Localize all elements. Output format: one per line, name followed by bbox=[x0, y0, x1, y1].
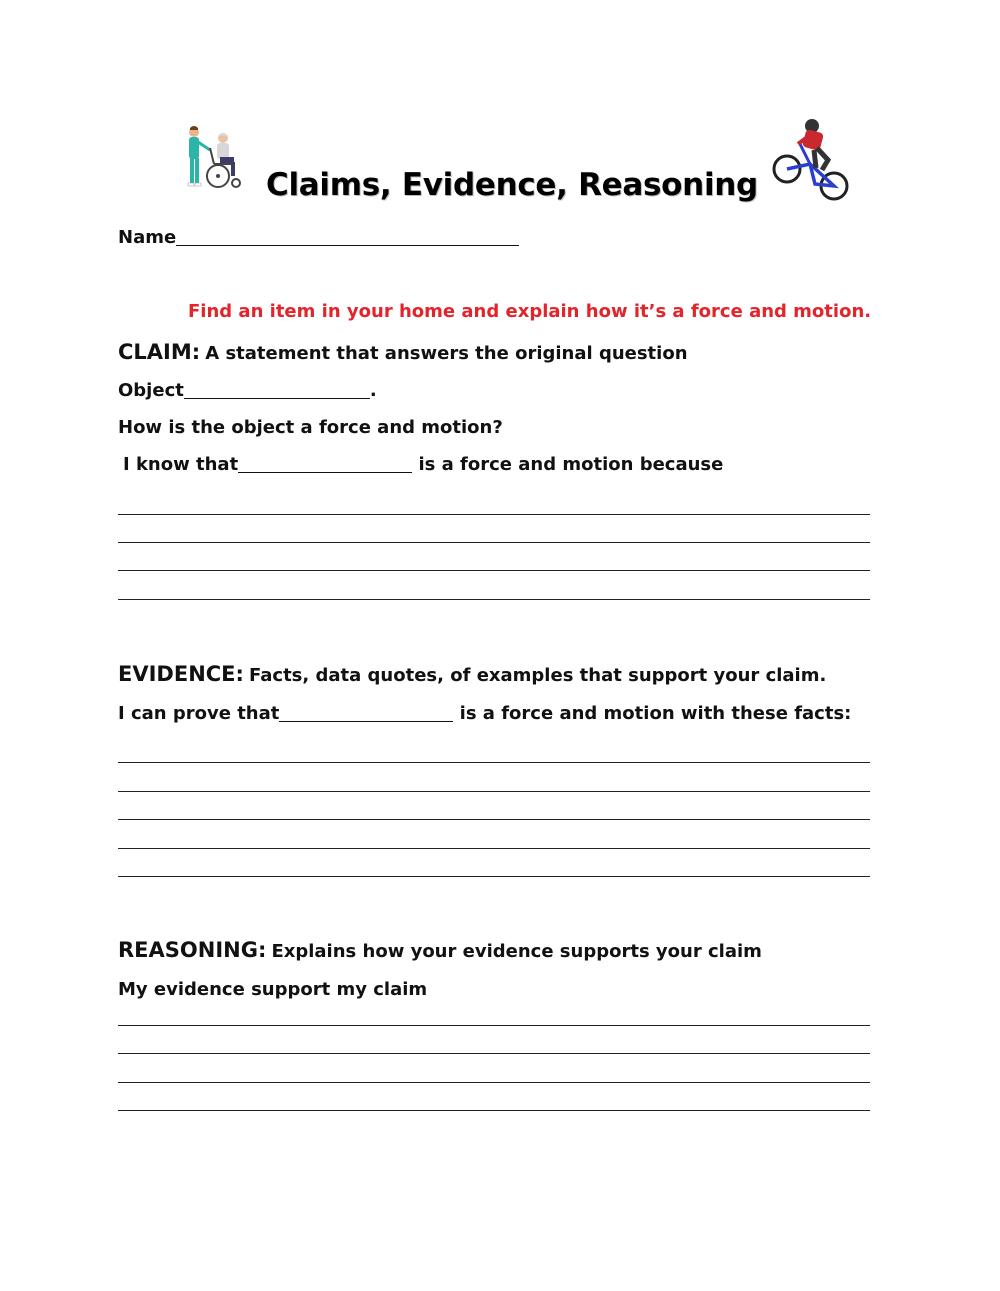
claim-object-blank[interactable] bbox=[238, 454, 412, 473]
reasoning-answer-line-3[interactable] bbox=[118, 1082, 870, 1083]
name-field[interactable] bbox=[118, 227, 519, 248]
evidence-answer-line-2[interactable] bbox=[118, 791, 870, 792]
object-blank[interactable] bbox=[184, 380, 370, 399]
reasoning-heading-row bbox=[118, 938, 762, 962]
object-period: . bbox=[369, 380, 377, 401]
instruction-text: Find an item in your home and explain how it’s a force and motion. bbox=[188, 301, 872, 322]
evidence-heading-row bbox=[118, 662, 826, 686]
name-label: Name bbox=[118, 227, 177, 248]
claim-prompt-start: I know that bbox=[123, 454, 239, 475]
evidence-object-blank[interactable] bbox=[279, 703, 453, 722]
reasoning-description: Explains how your evidence supports your claim bbox=[271, 941, 762, 962]
claim-answer-line-3[interactable] bbox=[118, 570, 870, 571]
evidence-answer-line-5[interactable] bbox=[118, 876, 870, 877]
evidence-description: Facts, data quotes, of examples that support your claim. bbox=[249, 665, 827, 686]
evidence-answer-line-3[interactable] bbox=[118, 819, 870, 820]
evidence-answer-line-1[interactable] bbox=[118, 762, 870, 763]
reasoning-answer-line-2[interactable] bbox=[118, 1053, 870, 1054]
evidence-answer-line-4[interactable] bbox=[118, 848, 870, 849]
reasoning-answer-line-4[interactable] bbox=[118, 1110, 870, 1111]
evidence-prompt-start: I can prove that bbox=[118, 703, 280, 724]
claim-answer-line-2[interactable] bbox=[118, 542, 870, 543]
claim-answer-line-4[interactable] bbox=[118, 599, 870, 600]
claim-description: A statement that answers the original question bbox=[205, 343, 688, 364]
claim-prompt bbox=[123, 454, 723, 475]
reasoning-heading: REASONING: bbox=[118, 938, 267, 962]
page-title: Claims, Evidence, Reasoning bbox=[266, 167, 758, 203]
bmx-rider-icon bbox=[770, 114, 850, 204]
claim-heading: CLAIM: bbox=[118, 340, 201, 364]
wheelchair-caregiver-icon bbox=[182, 124, 244, 194]
object-label: Object bbox=[118, 380, 184, 401]
name-blank[interactable] bbox=[176, 227, 519, 246]
claim-heading-row bbox=[118, 340, 688, 364]
claim-prompt-end: is a force and motion because bbox=[418, 454, 724, 475]
claim-answer-line-1[interactable] bbox=[118, 514, 870, 515]
reasoning-answer-line-1[interactable] bbox=[118, 1025, 870, 1026]
object-field[interactable] bbox=[118, 380, 377, 401]
reasoning-prompt: My evidence support my claim bbox=[118, 979, 428, 1000]
evidence-prompt bbox=[118, 703, 851, 724]
evidence-heading: EVIDENCE: bbox=[118, 662, 244, 686]
evidence-prompt-end: is a force and motion with these facts: bbox=[459, 703, 852, 724]
claim-question: How is the object a force and motion? bbox=[118, 417, 503, 438]
